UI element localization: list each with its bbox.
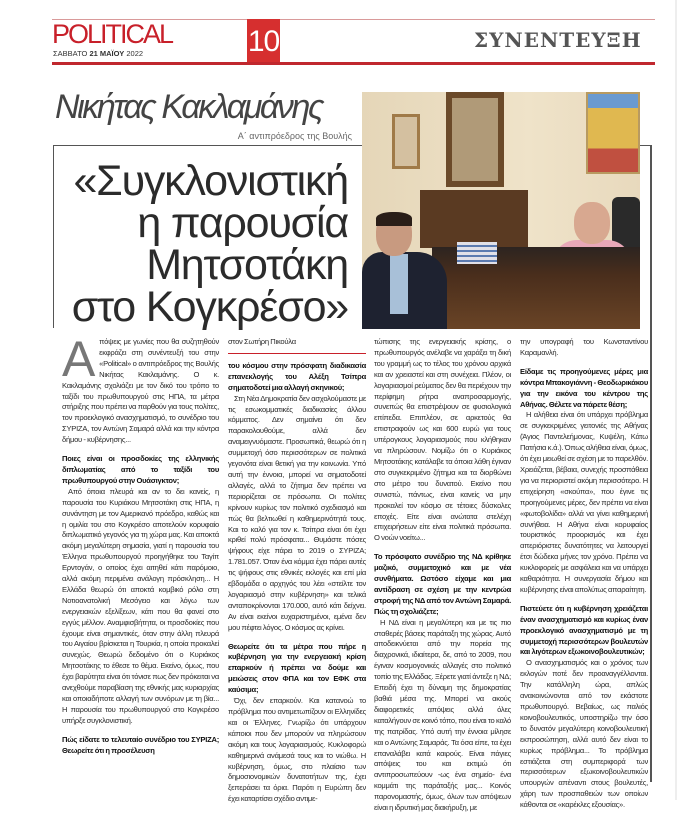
date-day: ΣΑΒΒΑΤΟ xyxy=(53,49,88,58)
frame-right-top xyxy=(640,145,650,146)
interviewee-name: Νικήτας Κακλαμάνης xyxy=(55,88,323,126)
question: Πιστεύετε ότι η κυβέρνηση χρειάζεται έναν ανασχηματισμό και κυρίως έναν προεκλογικό ανασχηματισμό με τη συμμετοχή περισσότερων βουλευτών και λιγότερων εξωκοινοβουλευτικών; xyxy=(520,603,648,657)
mirror xyxy=(446,92,504,187)
question: Το πρόσφατο συνέδριο της ΝΔ κρίθηκε μαζικό, συμμετοχικό και με νέα συνθήματα. Ωστόσο είχαμε και μια αντίδραση σε σχέση με την κεντρώα στροφή της ΝΔ από τον Αντώνη Σαμαρά. Πώς τη σχολιάζετε; xyxy=(374,552,511,616)
page-edge xyxy=(675,0,677,800)
wall-painting xyxy=(586,92,640,174)
headline-line: Μητσοτάκη xyxy=(146,241,348,289)
question: Ποιες είναι οι προσδοκίες της ελληνικής διπλωματίας από το ταξίδι του πρωθυπουργού στην Ουάσιγκτον; xyxy=(62,454,219,485)
column-1 xyxy=(62,331,219,757)
column-2 xyxy=(228,337,366,805)
column-4 xyxy=(520,337,648,811)
date-date: 21 ΜΑΪΟΥ xyxy=(89,49,125,58)
book-stack xyxy=(457,242,497,264)
answer-continued: την υπογραφή του Κωνσταντίνου Καραμανλή. xyxy=(520,337,648,357)
byline: στον Σωτήρη Πικούλα xyxy=(228,337,296,346)
answer: Η ΝΔ είναι η μεγαλύτερη και με τις πιο σταθερές βάσεις παράταξη της χώρας. Αυτό αποδεικνύεται από την πορεία της διαχρονικά, ιδιαίτερα, δε, από το 2009, που έγιναν κοσμογονικές αλλαγές στο πολιτικό τοπίο της Ελλάδας. Ξέρετε γιατί άντεξε η ΝΔ; Επειδή έχει τη δύναμη της δημοκρατίας βαθιά μέσα της. Μπορεί να ακούς διαφορετικές απόψεις αλλά όλες καταλήγουν σε κοινό τόπο, που είναι το καλό της πατρίδας. Υπό αυτή την έννοια μίλησε και ο Αντώνης Σαμαράς. Τα όσα είπε, τα έχει επαναλάβει κατά καιρούς. Είναι πάγιες απόψεις του και εκτιμώ ότι αντιπροσωπεύουν -ως ένα σημείο- ένα κομμάτι της παράταξής μας... Κοινός παρονομαστής, όμως, όλων των απόψεων είναι η ιδρυτική μας διακήρυξη, με xyxy=(374,617,511,813)
headline xyxy=(60,157,348,331)
answer: Όχι, δεν επαρκούν. Και κατανοώ το πρόβλημα που αντιμετωπίζουν οι Ελληνίδες και οι Έλληνες. Γνωρίζω ότι υπάρχουν κάποιοι που δεν μπορούν να πληρώσουν ακόμη και τους λογαριασμούς. Κυκλοφορώ καθημερινά ανάμεσά τους και το νιώθω. Η κυβέρνηση, όμως, στο πλαίσιο των δημοσιονομικών δυνατοτήτων της, έχει ξεπεράσει τα όρια. Παρότι η Ευρώπη δεν έχει καταρτίσει σχέδιο αντιμε- xyxy=(228,696,366,804)
section-title: ΣΥΝΕΝΤΕΥΞΗ xyxy=(474,28,642,52)
answer: Ο ανασχηματισμός και ο χρόνος των εκλογών ποτέ δεν προαναγγέλλονται. Την κατάλληλη ώρα, απλώς ανακοινώνονται από τον εκάστοτε πρωθυπουργό. Βεβαίως, ως παλιός κοινοβουλευτικός, υποστηρίζω την όσο το δυνατόν μεγαλύτερη κοινοβουλευτική εκπροσώπηση, αλλά αυτό δεν είναι το κυρίως πρόβλημα... Το πρόβλημα εστιάζεται στη συμπεριφορά των περισσότερων εξωκοινοβουλευτικών υπουργών απέναντι στους βουλευτές, χάρη των προσπαθειών των οποίων κάθονται σε «καρέκλες εξουσίας». xyxy=(520,658,648,810)
question-continued: του κόσμου στην πρόσφατη διαδικασία επανεκλογής του Αλέξη Τσίπρα σηματοδοτεί μια αλλαγή σκηνικού; xyxy=(228,360,366,392)
question: Θεωρείτε ότι τα μέτρα που πήρε η κυβέρνηση για την ενεργειακή κρίση επαρκούν ή πρέπει να δούμε και μειώσεις στον ΦΠΑ και τον ΕΦΚ στα καύσιμα; xyxy=(228,641,366,695)
column-3 xyxy=(374,337,511,814)
journalist-figure xyxy=(362,212,447,329)
headline-frame xyxy=(53,145,363,146)
issue-date xyxy=(53,49,143,58)
headline-line: η παρουσία xyxy=(137,199,348,247)
question: Πώς είδατε το τελευταίο συνέδριο του ΣΥΡΙΖΑ; Θεωρείτε ότι η προσέλευση xyxy=(62,734,219,755)
question: Είδαμε τις προηγούμενες μέρες μια κόντρα Μπακογιάννη - Θεοδωρικάκου για την εικόνα του κέντρου της Αθήνας. Θέλετε να πάρετε θέση; xyxy=(520,366,648,409)
frame-right xyxy=(650,145,652,782)
answer-continued: τώπισης της ενεργειακής κρίσης, ο πρωθυπουργός ανέλαβε να χαράξει τη δική του γραμμή ως το τέλος του χρόνου αρχικά και αν χρειαστεί και στη συνέχεια. Πλέον, οι λογαριασμοί ρεύματος δεν θα περιέχουν την περίφημη ρήτρα αναπροσαρμογής, συνεπώς θα επιστρέψουν σε φυσιολογικά επίπεδα. Επιπλέον, σε αρκετούς θα επιστραφούν ως και 600 ευρώ για τους υπέρογκους λογαριασμούς που κλήθηκαν να πληρώσουν. Νομίζω ότι ο Κυριάκος Μητσοτάκης κατάλαβε τα όποια λάθη έγιναν στο συγκεκριμένο ζήτημα και τα διορθώνει στο μέτρο του δυνατού. Εκείνο που συνιστώ, πάντως, είναι κανείς να μην προκαλεί τον κόσμο σε τέτοιες δύσκολες εποχές. Είτε είναι ανώτατα στελέχη επιχειρήσεων είτε είναι πολιτικά πρόσωπα. Ο νοών νοείτω... xyxy=(374,337,511,543)
wall-portrait xyxy=(392,114,420,169)
publication-logo: POLITICAL xyxy=(52,19,173,49)
headline-line: στο Κογκρέσο» xyxy=(71,283,348,331)
drop-cap: Α xyxy=(62,331,96,387)
headline-frame-left xyxy=(53,145,54,328)
byline-rule xyxy=(228,353,366,354)
intro-text: πόψεις με γωνίες που θα συζητηθούν εκφράζει στη συνέντευξή του στην «Political» ο αντιπρόεδρος της Βουλής Νικήτας Κακλαμάνης. Ο κ. Κακλαμάνης σχολιάζει με τον δικό του τρόπο το ταξίδι του πρωθυπουργού στις ΗΠΑ, τα μέτρα στήριξης που πρέπει να παρθούν για τους πολίτες, τον προεκλογικό ανασχηματισμό, το συνέδριο του ΣΥΡΙΖΑ, τον Αντώνη Σαμαρά αλλά και την κόντρα δήμου - κυβέρνησης... xyxy=(62,337,219,445)
interview-photo xyxy=(362,92,640,329)
page-number: 10 xyxy=(247,19,280,63)
headline-line: «Συγκλονιστική xyxy=(73,157,348,205)
answer: Η αλήθεια είναι ότι υπάρχει πρόβλημα σε συγκεκριμένες γειτονιές της Αθήνας (Άγιος Παντελεήμονας, Κυψέλη, Κάτω Πατήσια κ.ά.). Όπως αλήθεια είναι, όμως, ότι έχει μειωθεί σε σχέση με το παρελθόν. Χρειάζεται, βέβαια, συνεχής προσπάθεια για να περιοριστεί ακόμη περισσότερο. Η επιχείρηση «σκούπα», που έγινε τις προηγούμενες μέρες, δεν πρέπει να είναι «φωτοβολίδα» αλλά να γίνει καθημερινή συνήθεια. Η Αθήνα είναι κορυφαίος τουριστικός προορισμός και έχει απεριόριστες δυνατότητες να λειτουργεί έτσι δώδεκα μήνες τον χρόνο. Πρέπει να κυκλοφορείς με ασφάλεια και να υπάρχει καθαριότητα. Η συνεργασία δήμου και κυβέρνησης είναι απολύτως απαραίτητη. xyxy=(520,410,648,594)
date-year: 2022 xyxy=(126,49,144,58)
interviewee-role: Α΄ αντιπρόεδρος της Βουλής xyxy=(237,131,352,141)
header-bottom-rule xyxy=(52,62,655,65)
answer: Από όποια πλευρά και αν το δει κανείς, η παρουσία του Κυριάκου Μητσοτάκη στις ΗΠΑ, η συνάντηση με τον Αμερικανό πρόεδρο, καθώς και η ομιλία του στο Κογκρέσο αποτελούν κορυφαίο διπλωματικό γεγονός για τη χώρα μας. Και αποκτά ακόμη μεγαλύτερη σημασία, γιατί η παρουσία του Έλληνα πρωθυπουργού προηγήθηκε του Ταγίπ Ερντογάν, ο οποίος έχει αιτηθεί κάτι παρόμοιο, αλλά ακόμη περιμένει ανάλογη πρόσκληση... Η Ελλάδα θεωρώ ότι αποκτά κομβικό ρόλο στη Νοτιοανατολική Μεσόγειο και λόγω των ενεργειακών εξελίξεων, κάτι που θα φανεί στο εγγύς μέλλον. Αναμφισβήτητα, οι προσδοκίες που έχουμε είναι σημαντικές, όταν στην άλλη πλευρά του Αιγαίου βρίσκεται η Τουρκία, η οποία προκαλεί συνεχώς. Θεωρώ δεδομένο ότι ο Κυριάκος Μητσοτάκης το έθεσε το θέμα. Εκείνο, όμως, που έχει βαρύτητα είναι ότι τόνισε πως δεν πρόκειται να ανεχθούμε παραβίαση της εθνικής μας κυριαρχίας και οποιαδήποτε αλλαγή των συνόρων με τη βία... Η παρουσία του πρωθυπουργού στο Κογκρέσο υπήρξε συγκλονιστική. xyxy=(62,486,219,725)
answer: Στη Νέα Δημοκρατία δεν ασχολούμαστε με τις εσωκομματικές διαδικασίες άλλου κόμματος. Δεν σημαίνει ότι δεν παρακολουθούμε, αλλά δεν αναμειγνυόμαστε. Προσωπικά, θεωρώ ότι η συμμετοχή όσο περισσότερων σε πολιτικά γεγονότα είναι θετική για την κοινωνία. Υπό αυτή την έννοια, μπορεί να σηματοδοτεί αλλαγές, αλλά το ζήτημα δεν πρέπει να περιορίζεται σε πρόσωπα. Οι πολίτες κρίνουν κυρίως τον πολιτικό σχεδιασμό και πώς θα βελτιωθεί η καθημερινότητά τους. Και το καλό για τον κ. Τσίπρα είναι ότι έχει κριθεί πολύ πρόσφατα... Θυμάστε πόσες ψήφους είχε πάρει το 2019 ο ΣΥΡΙΖΑ; 1.781.057. Όταν ένα κόμμα έχει πάρει αυτές τις ψήφους στις εθνικές εκλογές και επί μία εβδομάδα ο αρχηγός του λέει «στείλτε τον λογαριασμό στην κυβέρνηση» και τελικά ανταποκρίνονται 170.000, αυτό κάτι δείχνει. Αν είναι εκείνοι ευχαριστημένοι, εμένα δεν μου πέφτει λόγος. Ο κόσμος ας κρίνει. xyxy=(228,393,366,632)
